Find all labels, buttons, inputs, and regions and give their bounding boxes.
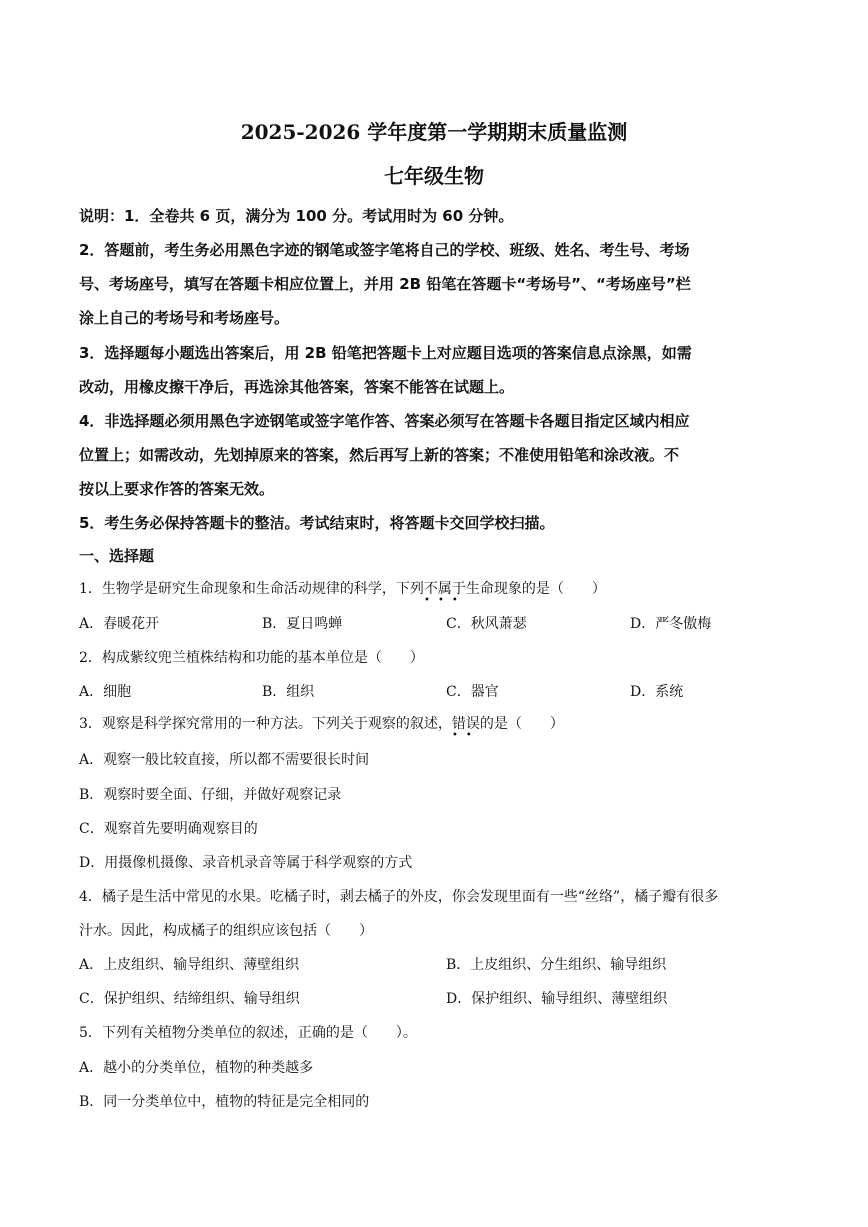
- exam-subtitle: 七年级生物: [384, 164, 484, 188]
- question-2-option-c: C．器官: [446, 684, 499, 700]
- question-3-option-b: B．观察时要全面、仔细，并做好观察记录: [79, 787, 342, 803]
- question-4-stem-line-1: 4．橘子是生活中常见的水果。吃橘子时，剥去橘子的外皮，你会发现里面有一些“丝络”，橘子瓣有很多: [79, 889, 719, 905]
- instruction-1: 说明：1．全卷共 6 页，满分为 100 分。考试用时为 60 分钟。: [79, 207, 514, 225]
- instruction-2-line-3: 涂上自己的考场号和考场座号。: [79, 309, 290, 327]
- instruction-4-line-2: 位置上；如需改动，先划掉原来的答案，然后再写上新的答案；不准使用铅笔和涂改液。不: [79, 446, 680, 464]
- emphasis-dots: •••: [424, 595, 466, 606]
- emphasis-dots: ••: [452, 730, 480, 741]
- question-4-option-c: C．保护组织、结缔组织、输导组织: [79, 991, 300, 1007]
- question-1-option-c: C．秋风萧瑟: [446, 616, 527, 632]
- question-1-option-a: A．春暖花开: [79, 616, 160, 632]
- question-3-stem-post: 的是（ ）: [479, 716, 564, 732]
- question-3-stem: [79, 713, 564, 741]
- question-5-stem: 5．下列有关植物分类单位的叙述，正确的是（ ）。: [79, 1025, 417, 1041]
- question-1-emphasis-text: 不属于: [423, 581, 466, 597]
- question-1-emphasis: [423, 581, 466, 606]
- instruction-3-line-2: 改动，用橡皮擦干净后，再选涂其他答案，答案不能答在试题上。: [79, 378, 515, 396]
- question-1-option-d: D．严冬傲梅: [630, 616, 712, 632]
- question-2-stem: 2．构成紫纹兜兰植株结构和功能的基本单位是（ ）: [79, 650, 424, 666]
- question-4-stem-line-2: 汁水。因此，构成橘子的组织应该包括（ ）: [79, 923, 373, 939]
- instruction-2-line-2: 号、考场座号，填写在答题卡相应位置上，并用 2B 铅笔在答题卡“考场号”、“考场座号”栏: [79, 275, 691, 293]
- question-4-option-a: A．上皮组织、输导组织、薄壁组织: [79, 957, 300, 973]
- question-1-stem-post: 生命现象的是（ ）: [465, 581, 606, 597]
- question-4-option-b: B．上皮组织、分生组织、输导组织: [446, 957, 667, 973]
- instruction-3-line-1: 3．选择题每小题选出答案后，用 2B 铅笔把答题卡上对应题目选项的答案信息点涂黑，如需: [79, 344, 692, 362]
- instruction-4-line-3: 按以上要求作答的答案无效。: [79, 480, 275, 498]
- question-3-option-c: C．观察首先要明确观察目的: [79, 821, 258, 837]
- instruction-5: 5．考生务必保持答题卡的整洁。考试结束时，将答题卡交回学校扫描。: [79, 514, 555, 532]
- question-4-option-d: D．保护组织、输导组织、薄壁组织: [446, 991, 668, 1007]
- question-2-option-a: A．细胞: [79, 684, 132, 700]
- question-1-stem: [79, 578, 606, 606]
- question-3-option-a: A．观察一般比较直接，所以都不需要很长时间: [79, 752, 370, 768]
- section-heading: 一、选择题: [79, 547, 155, 565]
- question-3-emphasis: [451, 716, 480, 741]
- question-2-option-b: B．组织: [262, 684, 315, 700]
- question-1-option-b: B．夏日鸣蝉: [262, 616, 343, 632]
- question-3-stem-pre: 3．观察是科学探究常用的一种方法。下列关于观察的叙述，: [79, 716, 452, 732]
- question-3-emphasis-text: 错误: [451, 716, 480, 732]
- exam-title: 2025-2026 学年度第一学期期末质量监测: [240, 120, 628, 144]
- question-3-option-d: D．用摄像机摄像、录音机录音等属于科学观察的方式: [79, 855, 413, 871]
- instruction-4-line-1: 4．非选择题必须用黑色字迹钢笔或签字笔作答、答案必须写在答题卡各题目指定区域内相应: [79, 412, 690, 430]
- question-1-stem-pre: 1．生物学是研究生命现象和生命活动规律的科学，下列: [79, 581, 424, 597]
- question-5-option-b: B．同一分类单位中，植物的特征是完全相同的: [79, 1094, 370, 1110]
- question-5-option-a: A．越小的分类单位，植物的种类越多: [79, 1060, 314, 1076]
- question-2-option-d: D．系统: [630, 684, 684, 700]
- instruction-2-line-1: 2．答题前，考生务必用黑色字迹的钢笔或签字笔将自己的学校、班级、姓名、考生号、考场: [79, 241, 690, 259]
